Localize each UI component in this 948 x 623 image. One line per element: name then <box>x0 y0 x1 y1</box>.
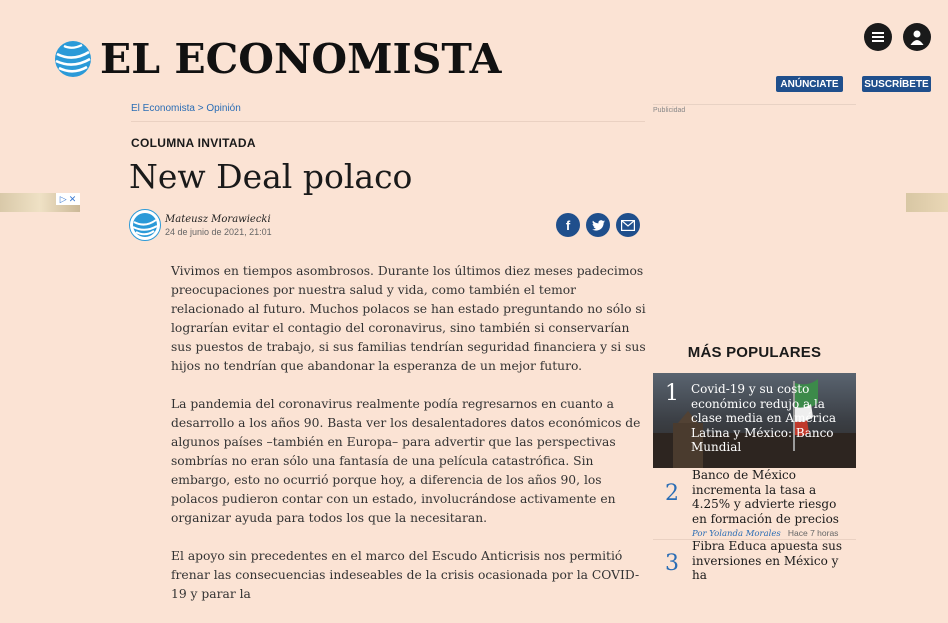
popular-rank: 1 <box>665 381 679 406</box>
article-section-label[interactable]: COLUMNA INVITADA <box>131 136 256 150</box>
close-icon[interactable]: ✕ <box>68 193 77 204</box>
popular-item-3[interactable] <box>653 539 856 582</box>
side-ad-right[interactable] <box>906 193 948 212</box>
anunciate-button[interactable]: ANÚNCIATE <box>776 76 843 92</box>
share-email-button[interactable] <box>616 213 640 237</box>
adchoices-icon[interactable]: ▷ <box>59 193 67 204</box>
user-account-button[interactable] <box>903 23 931 51</box>
share-facebook-button[interactable] <box>556 213 580 237</box>
ad-badge[interactable] <box>56 193 80 205</box>
twitter-icon <box>592 220 605 231</box>
article-paragraph: El apoyo sin precedentes en el marco del Escudo Anticrisis nos permitió frenar las consecuencias indeseables de la crisis ocasionada por la COVID-19 y parar la <box>171 549 640 601</box>
most-popular-title: MÁS POPULARES <box>687 344 822 361</box>
hamburger-icon <box>872 32 884 42</box>
popular-meta <box>692 528 838 539</box>
ad-label: Publicidad <box>653 104 856 114</box>
author-avatar[interactable] <box>129 209 161 241</box>
article-paragraph: Vivimos en tiempos asombrosos. Durante los últimos diez meses padecimos preocupaciones por nuestra salud y vida, como también el temor relacionado al futuro. Muchos polacos se han estado preguntando no sólo si lograrían evitar el contagio del coronavirus, sino también si conservarían sus puestos de trabajo, si sus familias tendrían seguridad financiera y si sus hijos no tendrían que abandonar la esperanza de un mejor futuro. <box>171 264 646 373</box>
facebook-icon: f <box>565 217 571 233</box>
side-ad-left[interactable] <box>0 193 80 212</box>
share-twitter-button[interactable] <box>586 213 610 237</box>
popular-rank: 3 <box>665 551 679 576</box>
article-body <box>171 262 648 623</box>
logo-globe-icon[interactable] <box>54 40 92 78</box>
site-logo[interactable]: EL ECONOMISTA <box>100 35 502 83</box>
popular-author[interactable]: Por Yolanda Morales <box>692 529 781 539</box>
publish-date: 24 de junio de 2021, 21:01 <box>165 227 272 237</box>
popular-item-2[interactable] <box>653 468 856 538</box>
popular-title[interactable]: Banco de México incrementa la tasa a 4.25% y advierte riesgo en formación de precios <box>692 468 839 526</box>
article-paragraph: La pandemia del coronavirus realmente podía regresarnos en cuanto a desarrollo a los años 90. Basta ver los desalentadores datos económicos de algunos países –también en Europa– para advertir que las perspectivas sombrías no eran sólo una fantasía de una película catastrófica. Sin embargo, esto no ocurrió porque hoy, a diferencia de los años 90, los polacos pudieron contar con un estado, involucrándose activamente en organizar ayuda para todos los que la necesitaran. <box>171 397 641 525</box>
article-title: New Deal polaco <box>129 157 413 196</box>
divider <box>131 121 645 122</box>
mail-icon <box>621 220 635 231</box>
popular-time: Hace 7 horas <box>787 528 839 538</box>
breadcrumb-section[interactable]: Opinión <box>206 103 241 114</box>
author-name[interactable]: Mateusz Morawiecki <box>165 214 271 225</box>
popular-rank: 2 <box>665 481 679 506</box>
user-icon <box>909 29 925 45</box>
suscribete-button[interactable]: SUSCRÍBETE <box>862 76 931 92</box>
menu-button[interactable] <box>864 23 892 51</box>
popular-title[interactable]: Covid-19 y su costo económico redujo a la clase media en América Latina y México: Banco Mundial <box>691 382 836 455</box>
popular-item-1[interactable] <box>653 373 856 468</box>
breadcrumb-separator: > <box>197 103 204 114</box>
breadcrumb <box>131 103 241 114</box>
breadcrumb-home[interactable]: El Economista <box>131 103 195 114</box>
popular-title[interactable]: Fibra Educa apuesta sus inversiones en México y ha <box>692 539 843 582</box>
